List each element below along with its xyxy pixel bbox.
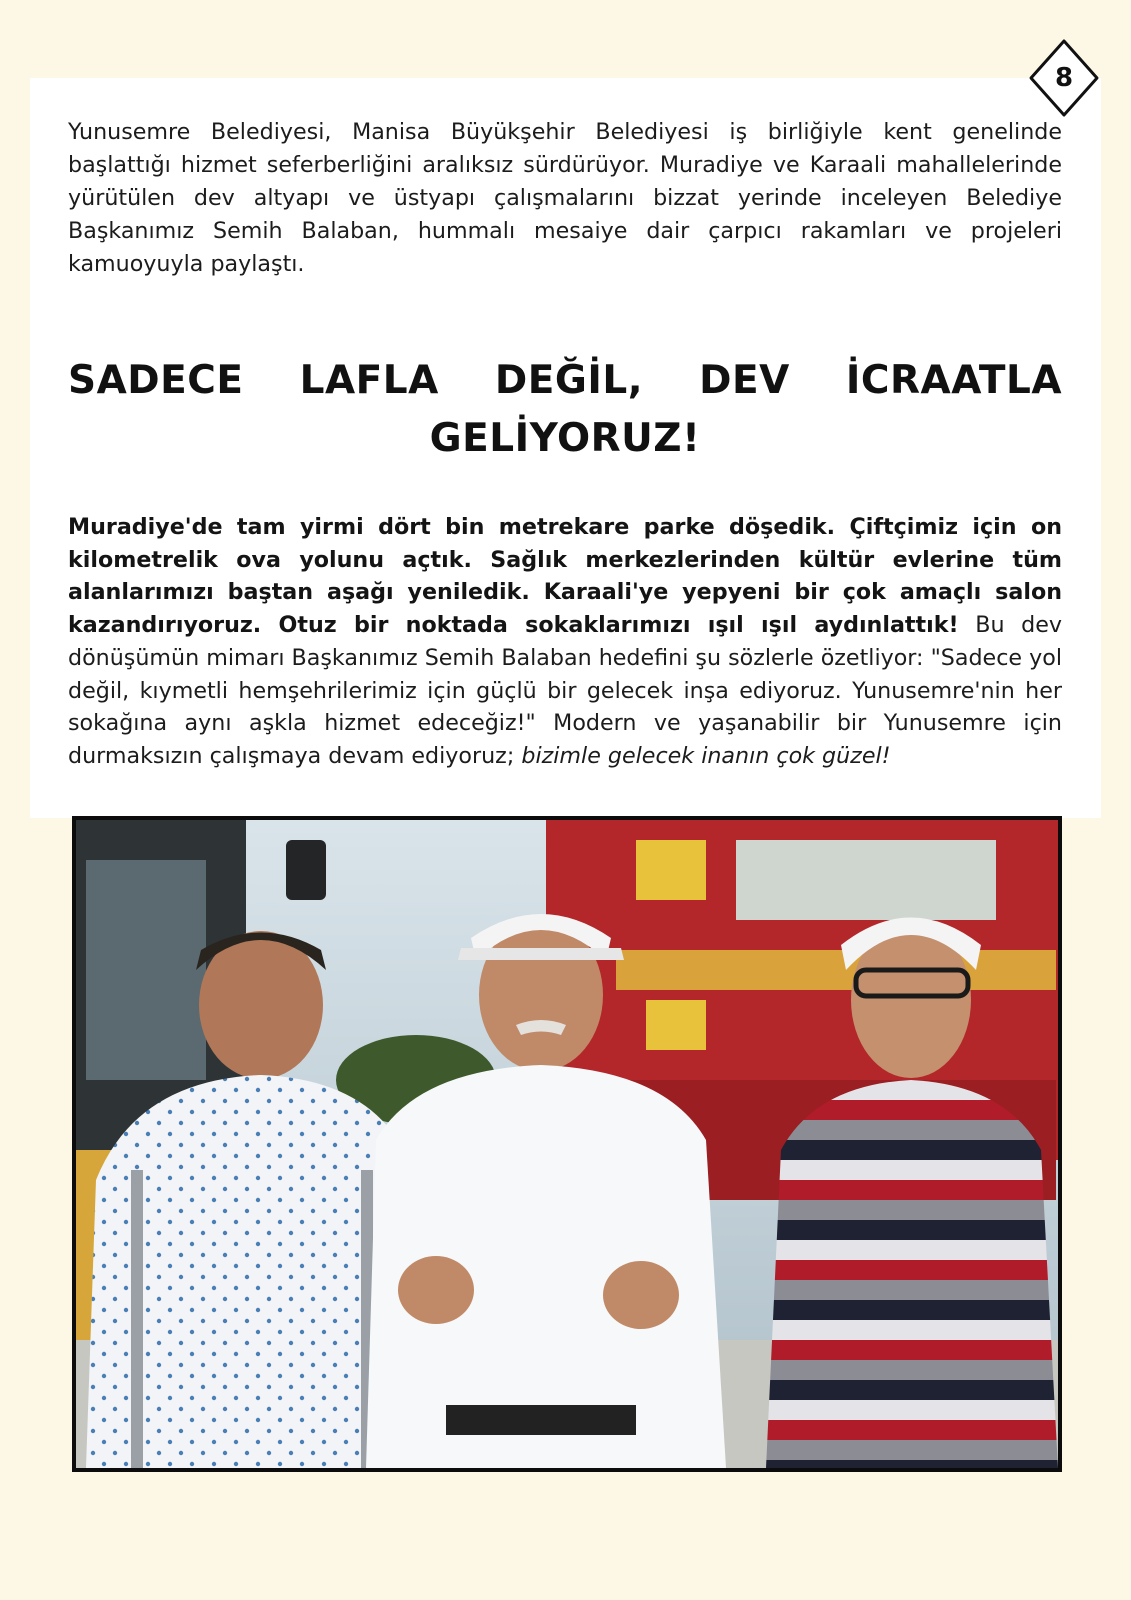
photo-illustration	[76, 820, 1058, 1468]
intro-paragraph: Yunusemre Belediyesi, Manisa Büyükşehir Belediyesi iş birliğiyle kent genelinde başlattığı hizmet seferberliğini aralıksız sürdürüyor. Muradiye ve Karaali mahallelerinde yürütülen dev altyapı ve üstyapı çalışmalarını bizzat yerinde inceleyen Belediye Başkanımız Semih Balaban, hummalı mesaiye dair çarpıcı rakamları ve projeleri kamuoyuyla paylaştı.	[68, 119, 1062, 277]
body-bold-text: Muradiye'de tam yirmi dört bin metrekare parke döşedik. Çiftçimiz için on kilometrelik ova yolunu açtık. Sağlık merkezlerinden kültür evlerine tüm alanlarımızı baştan aşağı yeniledik. Karaali'ye yepyeni bir çok amaçlı salon kazandırıyoruz. Otuz bir noktada sokaklarımızı ışıl ışıl aydınlattık!	[68, 514, 1062, 639]
body-paragraph	[68, 511, 1062, 773]
page-number: 8	[1054, 63, 1074, 93]
page-badge	[1028, 38, 1100, 118]
headline: SADECE LAFLA DEĞİL, DEV İCRAATLA GELİYORUZ!	[68, 358, 1062, 461]
article-photo	[72, 816, 1062, 1472]
body-italic-text: bizimle gelecek inanın çok güzel!	[521, 742, 891, 769]
body-regular-text: Bu dev dönüşümün mimarı Başkanımız Semih Balaban hedefini şu sözlerle özetliyor: "Sadece yol değil, kıymetli hemşehrilerimiz için güçlü bir gelecek inşa ediyoruz. Yunusemre'nin her sokağına aynı aşkla hizmet edeceğiz!" Modern ve yaşanabilir bir Yunusemre için durmaksızın çalışmaya devam ediyoruz;	[68, 612, 1062, 769]
